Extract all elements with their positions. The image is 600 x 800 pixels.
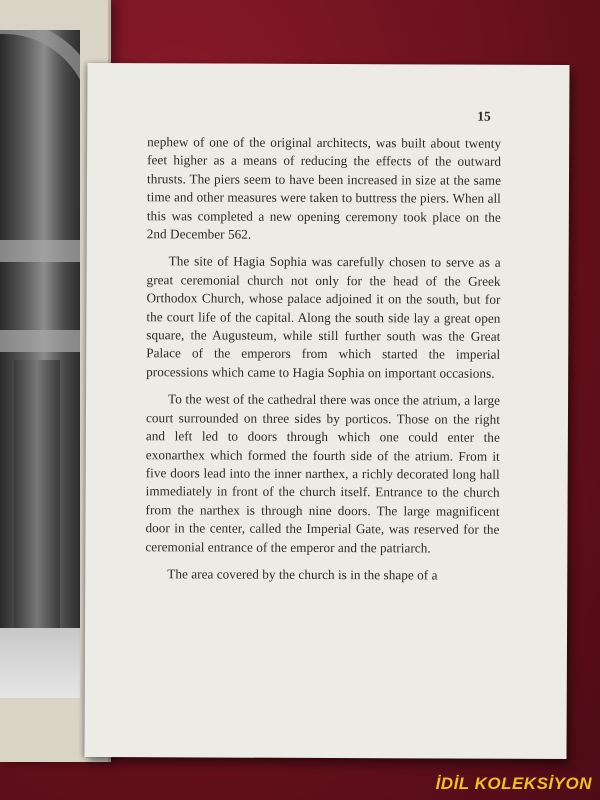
photo-arch [0,30,80,234]
paragraph-3: To the west of the cathedral there was once the atrium, a large court surrounded on three sides by porticos. Those on the right and left led to doors through which one could enter the exonarthex which formed the fourth side of the atrium. From it five doors lead into the inner narthex, a richly decorated long hall immediately in front of the church itself. Entrance to the church from the narthex is through nine doors. The large magnificent door in the center, called the Imperial Gate, was reserved for the ceremonial entrance of the emperor and the patriarch. [145,391,501,555]
book-page [84,63,569,759]
interior-photo [0,30,80,698]
watermark: İDİL KOLEKSİYON [435,774,592,793]
page-text [145,133,501,594]
paragraph-1: nephew of one of the original architects, was built about twenty feet higher as a means of reducing the effects of the outward thrusts. The piers seem to have been increased in size at the same time and other measures were taken to buttress the piers. When all this was completed a new opening ceremony took place on the 2nd December 562. [146,134,502,242]
photo-floor [0,628,80,698]
photo-band [0,240,80,262]
photo-column [14,360,60,660]
photo-band [0,330,80,352]
page-number: 15 [477,108,491,124]
paragraph-2: The site of Hagia Sophia was carefully chosen to serve as a great ceremonial church not only for the head of the Greek Orthodox Church, whose palace adjoined it on the south, but for the court life of the capital. Along the south side lay a great open square, the Augusteum, while still further south was the Great Palace of the emperors from which started the imperial processions which came to Hagia Sophia on important occasions. [146,253,501,381]
paragraph-4: The area covered by the church is in the shape of a [167,566,438,583]
